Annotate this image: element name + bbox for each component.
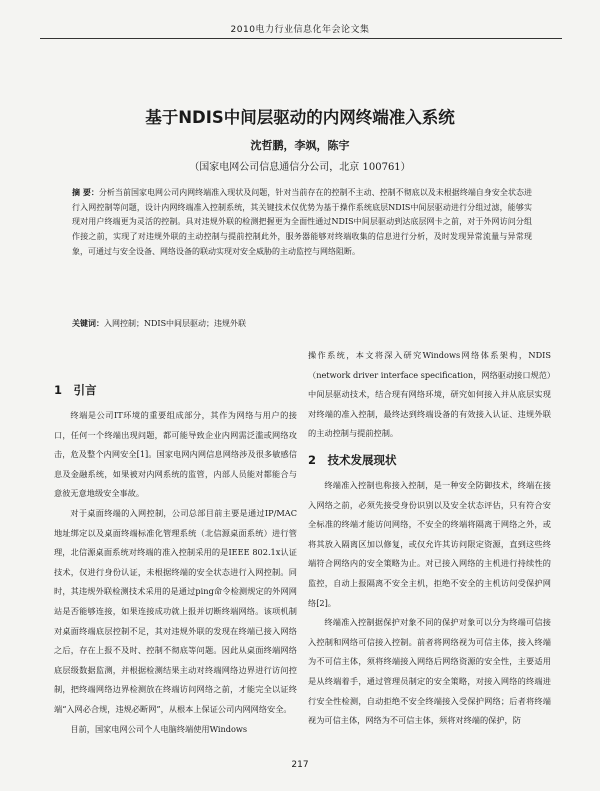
affiliation: （国家电网公司信息通信分公司，北京 100761） bbox=[189, 162, 411, 173]
abstract-text: 分析当前国家电网公司内网终端准入现状及问题，针对当前存在的控制不主动、控制不彻底以及未根据终端自身安全状态进行入网控制等问题，设计内网终端准入控制系统，其关键技术仅优势为基于操作系统底层NDIS中间层驱动进行分组过滤，能够实现对用户终端更为灵活的控制。具对违规外联的检测把握更为全面性通过NDIS中间层驱动到达底层网卡之前，对于外网访问分组作接之前，实现了对违规外联的主动控制与提前控制此外，服务器能够对终端收集的信息进行分析，及时发现异常流量与异常现象，可通过与安全设备、网络设备的联动实现对安全威胁的主动监控与网络阻断。 bbox=[72, 188, 532, 256]
paper-title: 基于NDIS中间层驱动的内网终端准入系统 bbox=[145, 108, 455, 127]
abstract bbox=[72, 186, 532, 260]
keywords bbox=[72, 318, 532, 329]
intro-continuation: 操作系统，本文将深入研究Windows网络体系架构，NDIS（network driver interface specification，网络驱动接口规范）中间层驱动技术，结合现有网络环境，研究如何接入并从底层实现对终端的准入控制，最终达到终端设备的有效接入认证、违规外联的主动控制与提前控制。 bbox=[308, 350, 551, 439]
left-column bbox=[54, 380, 297, 739]
section-2-paragraph-2: 终端准入控制据保护对象不同的保护对象可以分为终端可信接入控制和网络可信接入控制。前者将网络视为可信主体，接入终端为不可信主体，须将终端接入网络后网络资源的安全性，主要适用是从终端着手，通过管理员制定的安全策略，对接入网络的终端进行安全性检测，自动拒绝不安全终端接入受保护网络；后者将终端视为可信主体，网络为不可信主体，须将对终端的保护，防 bbox=[308, 617, 551, 726]
keywords-text: 入网控制；NDIS中间层驱动；违规外联 bbox=[104, 319, 247, 328]
intro-paragraph-2: 对于桌面终端的入网控制，公司总部目前主要是通过IP/MAC地址绑定以及桌面终端标准化管理系统（北信源桌面系统）进行管理，北信源桌面系统对终端的准入控制采用的是IEEE 802.1x认证技术，仅进行身份认证，未根据终端的安全状态进行入网控制。同时，其违规外联检测技术采用的是通过ping命令检测规定的外网网站是否能够连接，如果连接成功就上报并切断终端网络。该项机制对桌面终端底层控制不足，其对违规外联的发现在终端已接入网络之后，存在上报不及时、控制不彻底等问题。因此从桌面终端网络底层级数据监测，并根据检测结果主动对终端网络边界进行访问控制，把终端网络边界检测放在终端访问网络之前，才能完全以证终端“入网必合规，违规必断网”，从根本上保证公司内网网络安全。 bbox=[54, 507, 297, 714]
abstract-label: 摘 要： bbox=[72, 188, 99, 197]
keywords-label: 关键词： bbox=[72, 319, 104, 328]
intro-paragraph-1: 终端是公司IT环境的重要组成部分，其作为网络与用户的接口，任何一个终端出现问题，都可能导致企业内网需泛滥或网络攻击，危及整个内网安全[1]。国家电网内网信息网络涉及很多敏感信息及金融系统，如果被对内网系统的监管，内部人员能对都能合与意彼无意地级安全事故。 bbox=[54, 410, 297, 499]
section-1-heading: 1 引言 bbox=[54, 383, 97, 397]
authors: 沈哲鹏，李飒，陈宇 bbox=[250, 139, 350, 152]
right-column bbox=[308, 346, 551, 731]
section-2-heading: 2 技术发展现状 bbox=[308, 452, 397, 467]
running-header: 2010电力行业信息化年会论文集 bbox=[230, 25, 370, 35]
section-2-paragraph-1: 终端准入控制也称接入控制，是一种安全防御技术，终端在接入网络之前，必须先接受身份识别以及安全状态评估，只有符合安全标准的终端才能访问网络，不安全的终端将隔离于网络之外，或将其放入隔离区加以修复，或仅允许其访问限定资源，直到这些终端符合网络内的安全策略为止。对已接入网络的主机进行持续性的监控，自动上报隔离不安全主机，拒绝不安全的主机访问受保护网络[2]。 bbox=[308, 479, 551, 608]
intro-paragraph-3: 目前，国家电网公司个人电脑终端使用Windows bbox=[70, 723, 248, 734]
page-number: 217 bbox=[291, 760, 309, 770]
header-rule bbox=[40, 38, 562, 39]
